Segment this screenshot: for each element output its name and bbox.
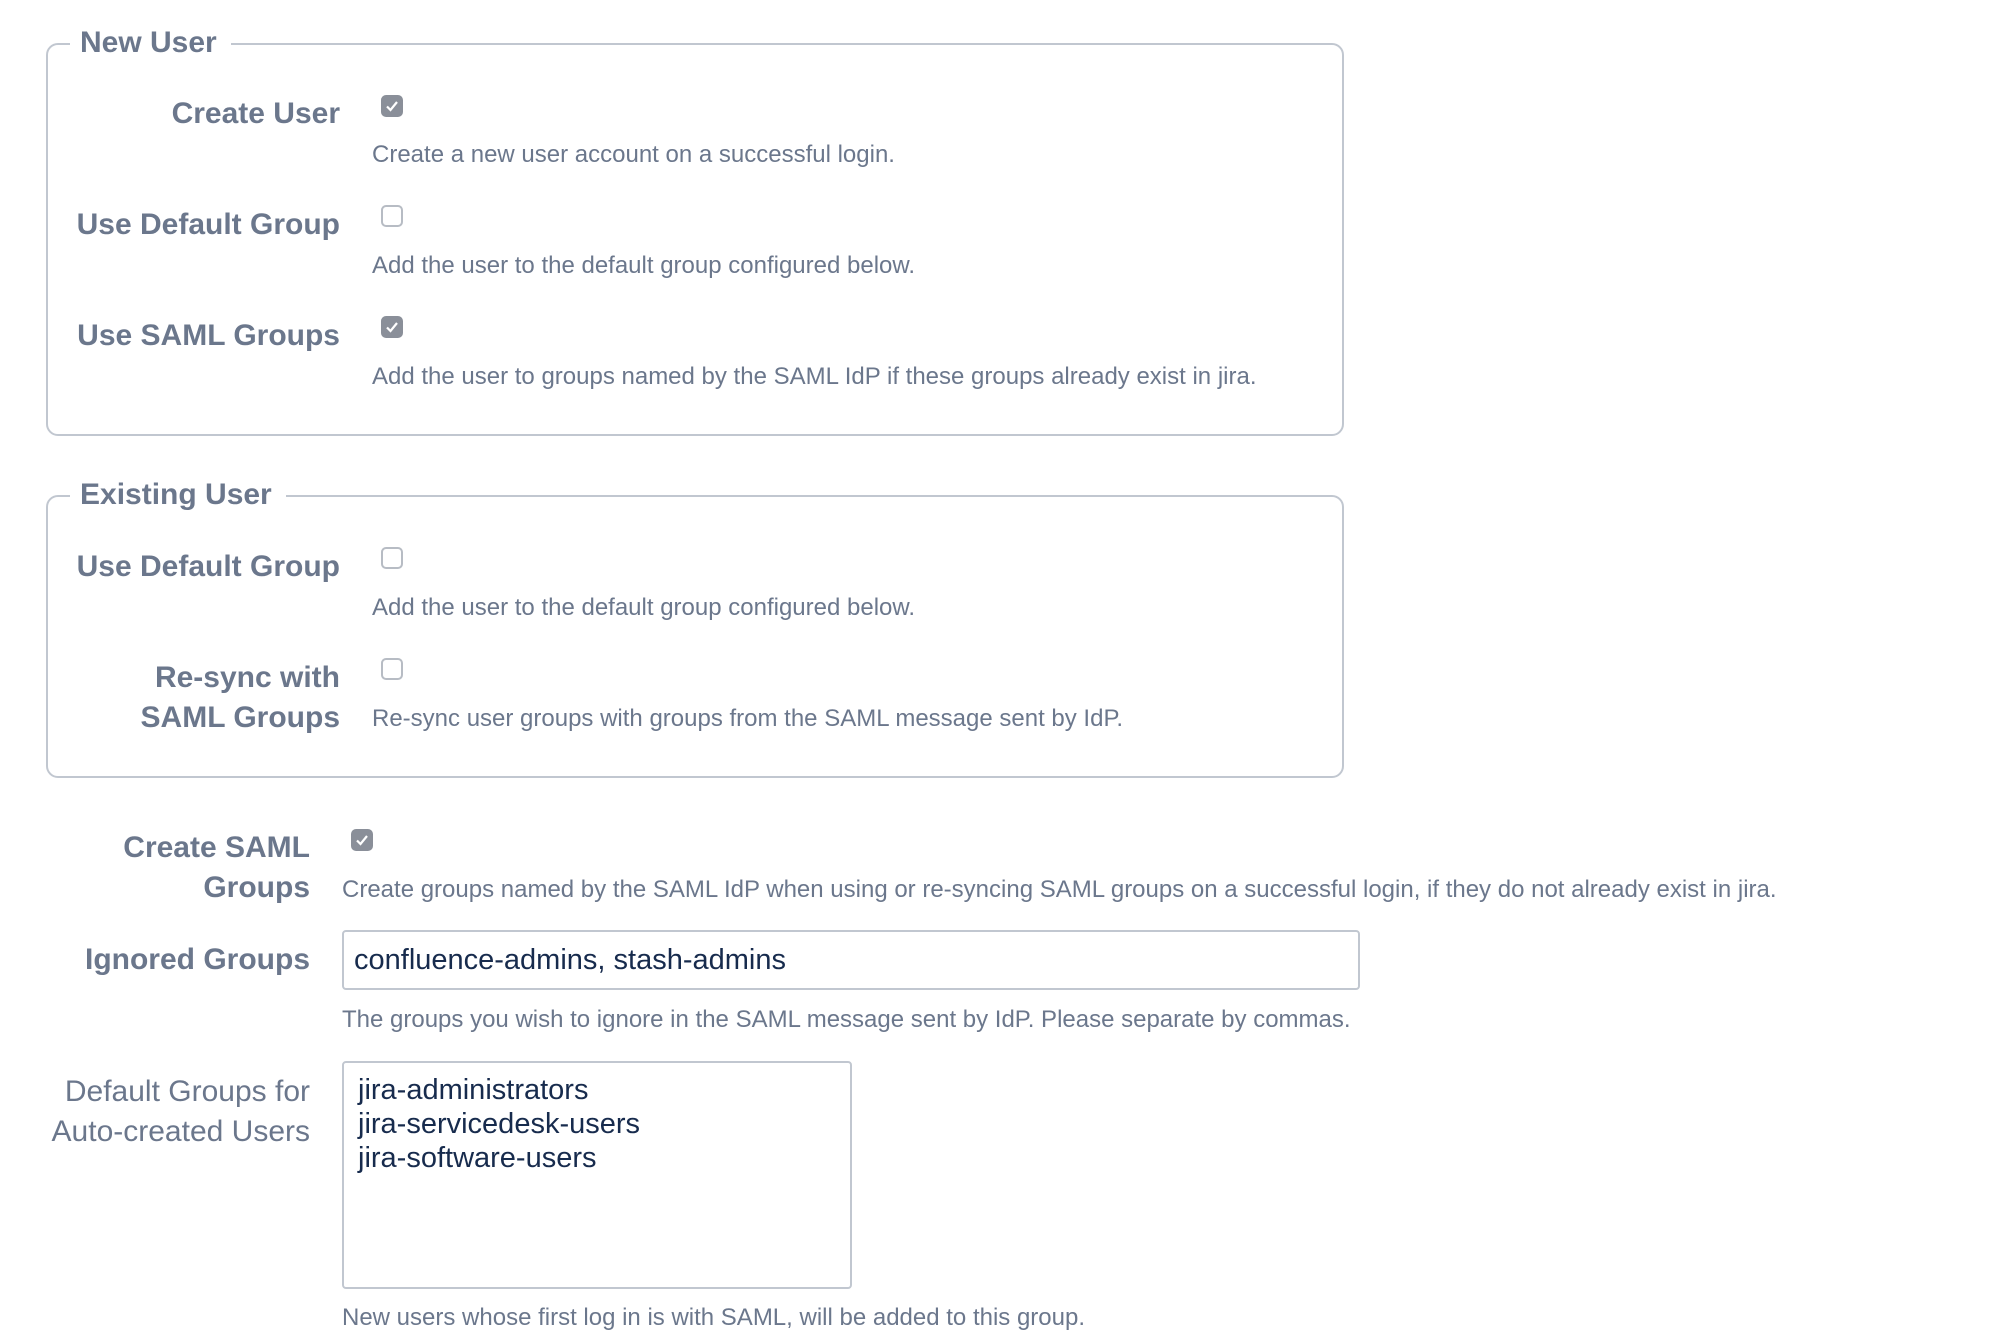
create-saml-groups-description: Create groups named by the SAML IdP when using or re-syncing SAML groups on a successful login, if they do not already exist in jira. — [342, 876, 1777, 903]
create-user-description: Create a new user account on a successful login. — [372, 141, 895, 168]
use-saml-groups-label: Use SAML Groups — [77, 319, 340, 352]
create-saml-groups-label-line1: Create SAML — [123, 831, 310, 864]
default-groups-label-line2: Auto-created Users — [51, 1115, 310, 1148]
check-icon — [384, 319, 400, 335]
check-icon — [354, 832, 370, 848]
list-item[interactable]: jira-administrators — [358, 1074, 589, 1106]
default-groups-listbox[interactable] — [342, 1061, 852, 1289]
resync-label-line2: SAML Groups — [140, 701, 340, 734]
create-saml-groups-label — [40, 828, 310, 908]
use-default-group-description: Add the user to the default group configured below. — [372, 252, 916, 279]
resync-label-line1: Re-sync with — [154, 661, 340, 694]
use-default-group-checkbox[interactable] — [381, 205, 403, 227]
existing-use-default-group-description: Add the user to the default group configured below. — [372, 594, 916, 621]
use-saml-groups-checkbox[interactable] — [381, 316, 403, 338]
use-saml-groups-description: Add the user to groups named by the SAML IdP if these groups already exist in jira. — [372, 363, 1257, 390]
existing-use-default-group-checkbox[interactable] — [381, 547, 403, 569]
ignored-groups-description: The groups you wish to ignore in the SAML message sent by IdP. Please separate by commas. — [342, 1006, 1351, 1033]
default-groups-label — [20, 1072, 310, 1152]
existing-user-legend: Existing User — [70, 475, 286, 515]
list-item[interactable]: jira-servicedesk-users — [358, 1108, 641, 1140]
ignored-groups-input[interactable]: confluence-admins, stash-admins — [342, 930, 1360, 990]
create-saml-groups-label-line2: Groups — [203, 871, 310, 904]
check-icon — [384, 98, 400, 114]
ignored-groups-label: Ignored Groups — [85, 943, 310, 976]
resync-saml-groups-description: Re-sync user groups with groups from the SAML message sent by IdP. — [372, 705, 1124, 732]
create-user-checkbox[interactable] — [381, 95, 403, 117]
new-user-legend: New User — [70, 23, 231, 63]
resync-saml-groups-checkbox[interactable] — [381, 658, 403, 680]
list-item[interactable]: jira-software-users — [358, 1142, 597, 1174]
use-default-group-label: Use Default Group — [76, 208, 340, 241]
default-groups-description: New users whose first log in is with SAML, will be added to this group. — [342, 1304, 1086, 1331]
existing-use-default-group-label: Use Default Group — [76, 550, 340, 583]
create-saml-groups-checkbox[interactable] — [351, 829, 373, 851]
create-user-label: Create User — [171, 97, 340, 130]
resync-saml-groups-label — [40, 658, 340, 738]
default-groups-label-line1: Default Groups for — [64, 1075, 310, 1108]
